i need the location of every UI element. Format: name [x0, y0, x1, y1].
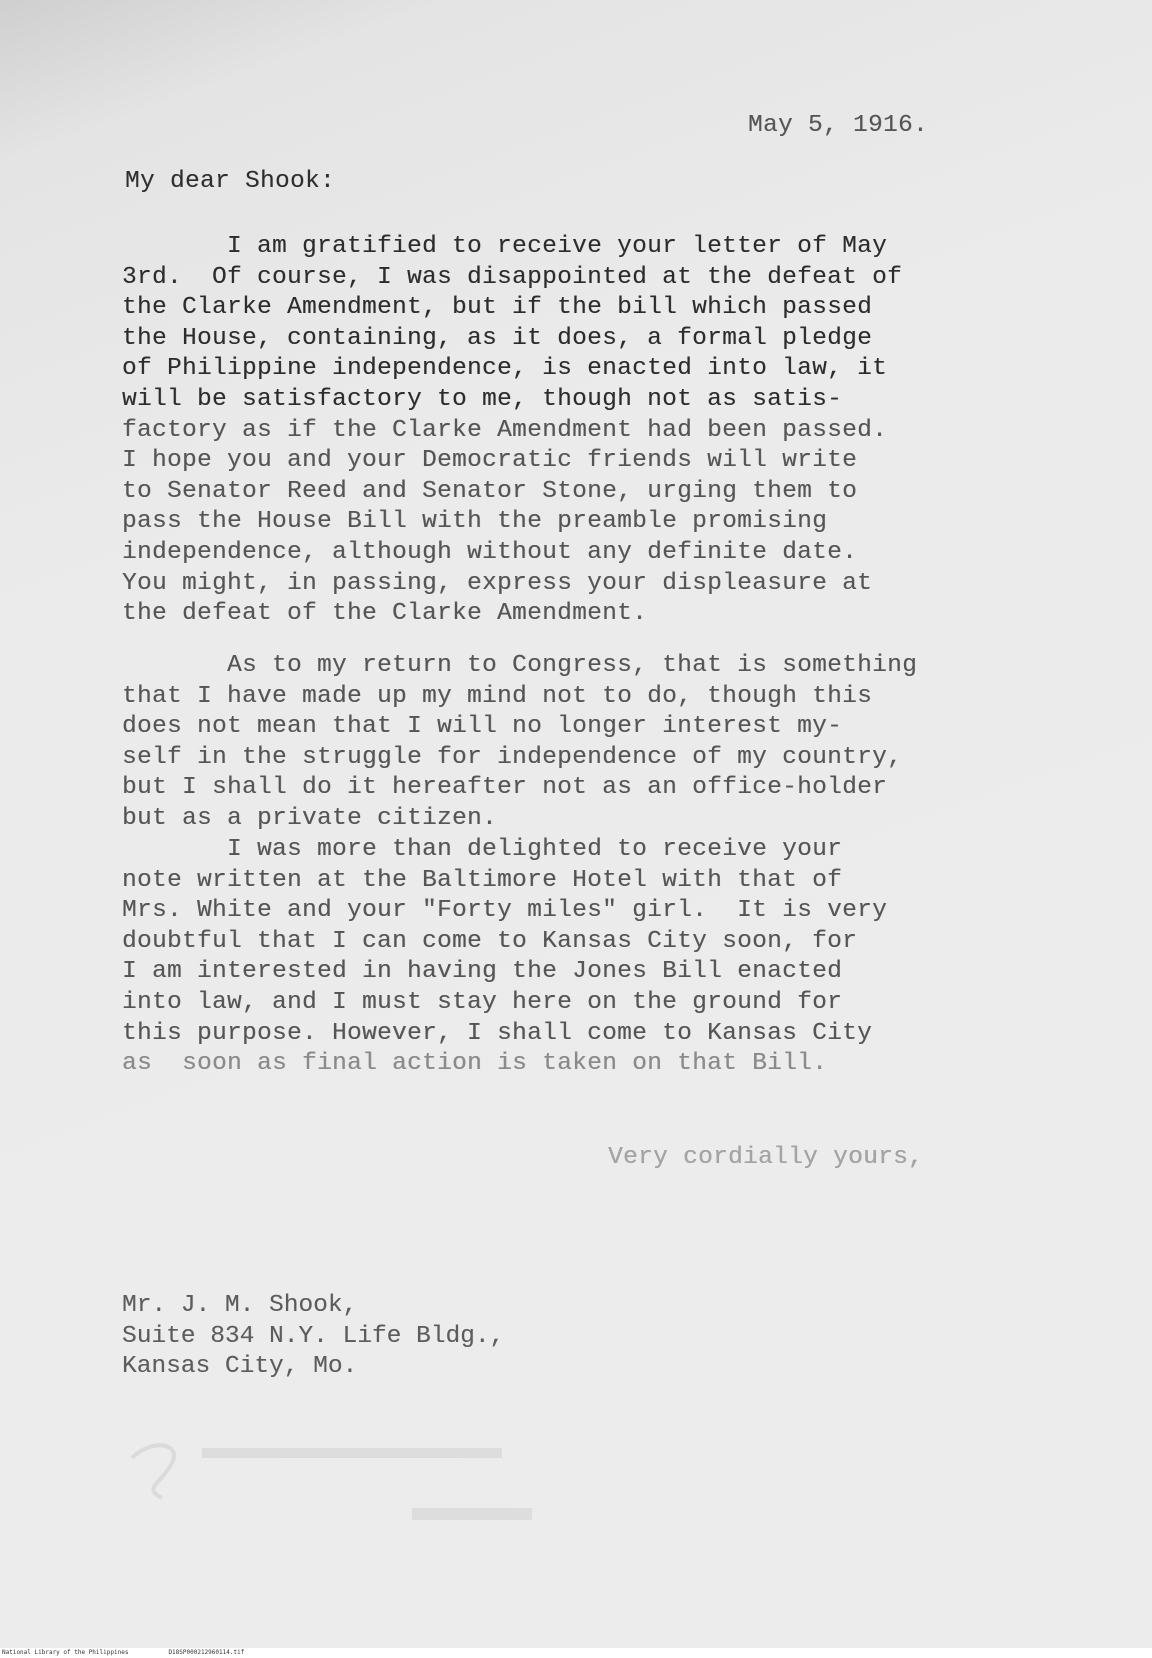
paragraph-2 — [122, 652, 917, 836]
paragraph-line: I was more than delighted to receive your — [122, 836, 843, 863]
address-line: Mr. J. M. Shook, — [122, 1292, 358, 1319]
paragraph-line: to Senator Reed and Senator Stone, urging them to — [122, 477, 858, 505]
letter-date: May 5, 1916. — [748, 112, 929, 139]
paragraph-line: will be satisfactory to me, though not as satis- — [122, 385, 843, 413]
paragraph-line: 3rd. Of course, I was disappointed at the defeat of — [122, 263, 903, 291]
paragraph-line: Mrs. White and your "Forty miles" girl. It is very — [122, 897, 888, 925]
closing: Very cordially yours, — [608, 1144, 924, 1171]
paragraph-line: that I have made up my mind not to do, though this — [122, 682, 873, 710]
paragraph-1 — [122, 233, 902, 631]
paragraph-line: but as a private citizen. — [122, 804, 498, 832]
footer-institution: National Library of the Philippines — [2, 1649, 129, 1656]
paragraph-line: I am interested in having the Jones Bill enacted — [122, 958, 843, 986]
paragraph-line: self in the struggle for independence of my country, — [122, 743, 903, 771]
paragraph-line: this purpose. However, I shall come to Kansas City — [122, 1019, 873, 1047]
paragraph-line: doubtful that I can come to Kansas City soon, for — [122, 927, 858, 955]
paragraph-line: independence, although without any definite date. — [122, 538, 858, 566]
address-line: Suite 834 N.Y. Life Bldg., — [122, 1322, 505, 1350]
paragraph-line: factory as if the Clarke Amendment had been passed. — [122, 416, 888, 444]
address-line: Kansas City, Mo. — [122, 1353, 358, 1381]
paragraph-line: of Philippine independence, is enacted into law, it — [122, 355, 888, 383]
paragraph-line: You might, in passing, express your displeasure at — [122, 569, 873, 597]
paragraph-line: note written at the Baltimore Hotel with that of — [122, 866, 843, 894]
paragraph-line: As to my return to Congress, that is something — [122, 652, 918, 679]
paragraph-line: the House, containing, as it does, a formal pledge — [122, 324, 873, 352]
paragraph-line: into law, and I must stay here on the ground for — [122, 988, 843, 1016]
footer-file-id: D18SP000212960114.tif — [168, 1649, 245, 1656]
paragraph-line: pass the House Bill with the preamble promising — [122, 508, 828, 536]
paragraph-3 — [122, 836, 887, 1081]
paragraph-line: as soon as final action is taken on that Bill. — [122, 1050, 828, 1078]
archive-footer — [0, 1648, 1152, 1658]
paragraph-line: but I shall do it hereafter not as an office-holder — [122, 774, 888, 802]
paragraph-line: the Clarke Amendment, but if the bill which passed — [122, 294, 873, 322]
recipient-address — [122, 1292, 504, 1384]
faint-stamp-mark — [122, 1418, 542, 1538]
paragraph-line: I am gratified to receive your letter of May — [122, 233, 888, 260]
paragraph-line: does not mean that I will no longer interest my- — [122, 713, 843, 741]
paragraph-line: I hope you and your Democratic friends will write — [122, 447, 858, 475]
salutation: My dear Shook: — [125, 168, 336, 195]
paragraph-line: the defeat of the Clarke Amendment. — [122, 600, 648, 628]
